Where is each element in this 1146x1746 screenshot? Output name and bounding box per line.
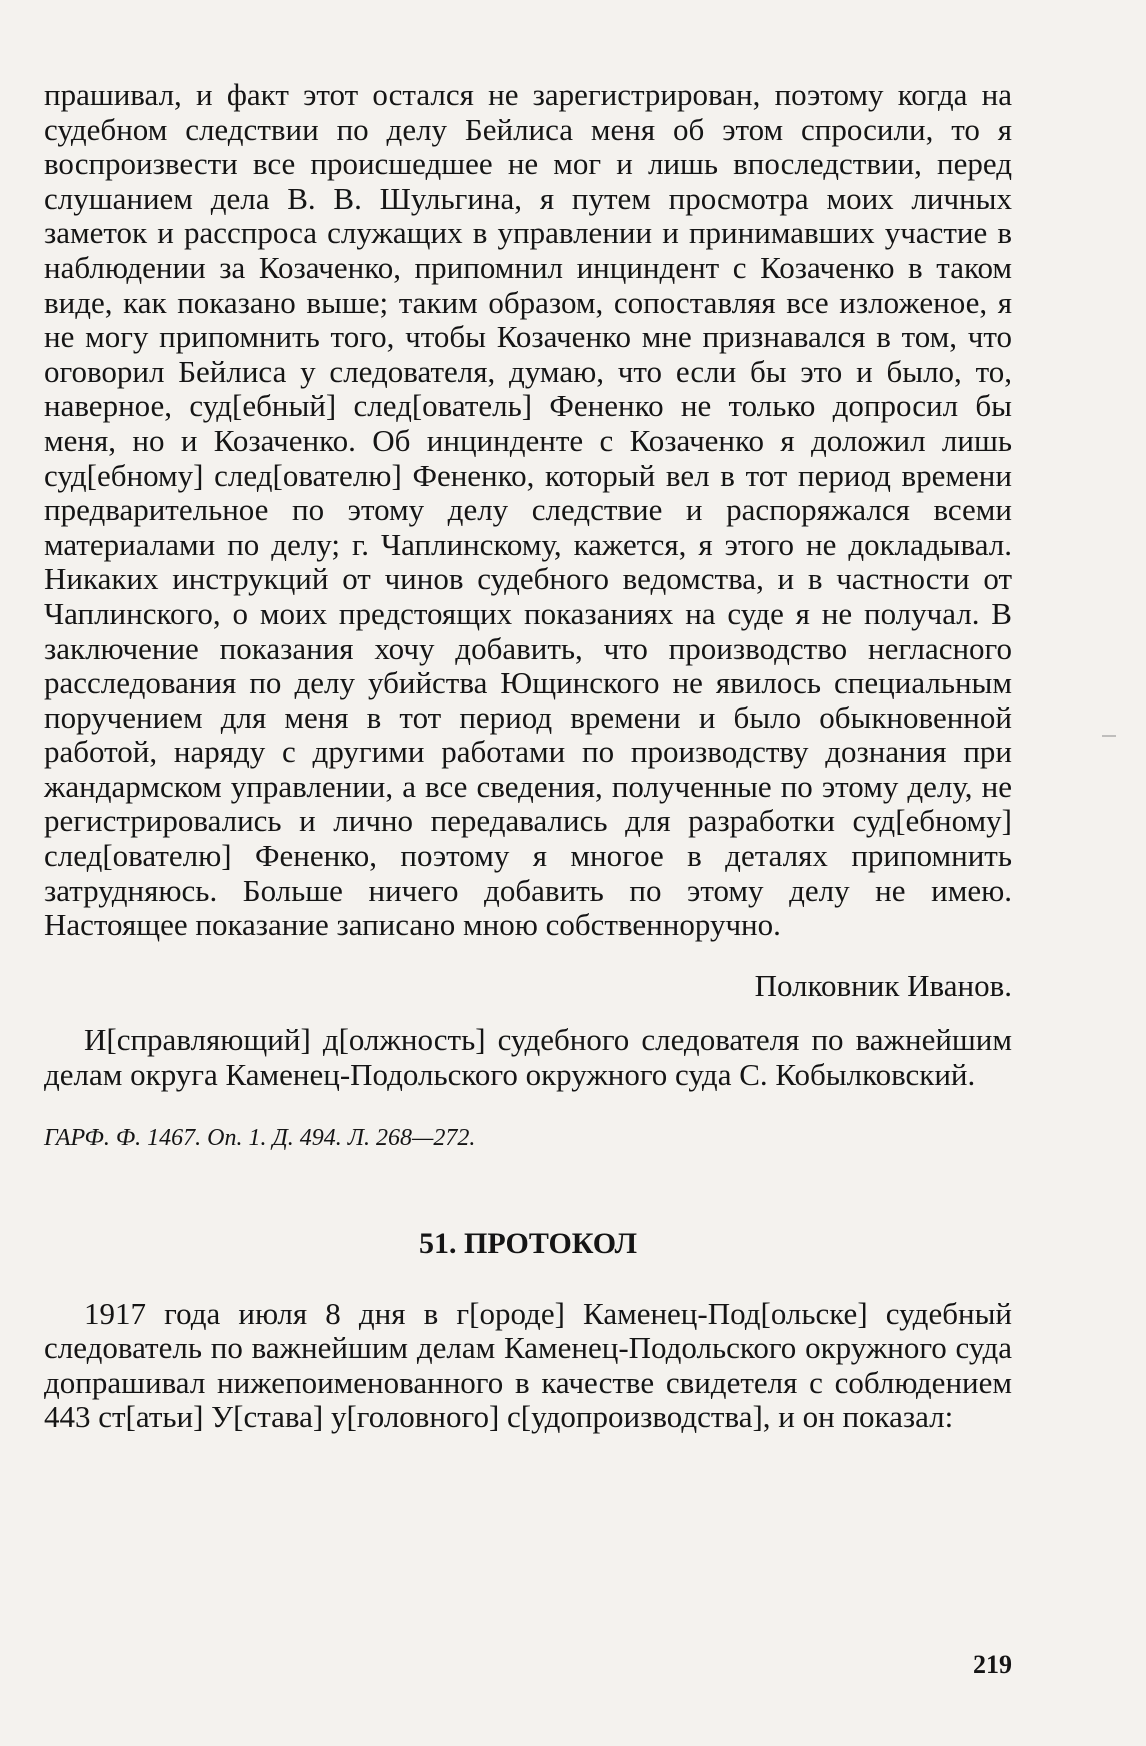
margin-mark: [1102, 735, 1116, 737]
page-number: 219: [973, 1650, 1012, 1679]
archive-reference: ГАРФ. Ф. 1467. Оп. 1. Д. 494. Л. 268—272.: [44, 1124, 476, 1151]
testimony-paragraph: прашивал, и факт этот остался не зарегистрирован, поэтому когда на судебном следствии по делу Бейлиса меня об этом спросили, то я воспроизвести все происшедшее не мог и лишь впоследствии, перед слушанием дела В. В. Шульгина, я путем просмотра моих личных заметок и расспроса служащих в управлении и принимавших участие в наблюдении за Козаченко, припомнил инциндент с Козаченко в таком виде, как показано выше; таким образом, сопоставляя все изложеное, я не могу припомнить того, чтобы Козаченко мне признавался в том, что оговорил Бейлиса у следователя, думаю, что если бы это и было, то, наверное, суд[ебный] след[ователь] Фененко не только допросил бы меня, но и Козаченко. Об инцинденте с Козаченко я доложил лишь суд[ебному] след[ователю] Фененко, который вел в тот период времени предварительное по этому делу следствие и распоряжался всеми материалами по делу; г. Чаплинскому, кажется, я этого не докладывал. Никаких инструкций от чинов судебного ведомства, и в частности от Чаплинского, о моих предстоящих показаниях на суде я не получал. В заключение показания хочу добавить, что производство негласного расследования по делу убийства Ющинского не явилось специальным поручением для меня в тот период времени и было обыкновенной работой, наряду с другими работами по производству дознания при жандармском управлении, а все сведения, полученные по этому делу, не регистрировались и лично передавались для разработки суд[ебному] след[ователю] Фененко, поэтому я многое в деталях припомнить затрудняюсь. Больше ничего добавить по этому делу не имею. Настоящее показание записано мною собственноручно.: [44, 77, 1012, 943]
section-title: 51. ПРОТОКОЛ: [419, 1226, 637, 1260]
signature-line: Полковник Иванов.: [754, 967, 1012, 1003]
protocol-intro-paragraph: 1917 года июля 8 дня в г[ороде] Каменец-Под[ольске] судебный следователь по важнейшим делам Каменец-Подольского окружного суда допрашивал нижепоименованного в качестве свидетеля с соблюдением 443 ст[атьи] У[става] у[головного] с[удопроизводства], и он показал:: [44, 1295, 1012, 1435]
document-page: [44, 78, 1012, 1435]
official-signature-block: И[справляющий] д[олжность] судебного следователя по важнейшим делам округа Каменец-Подольского окружного суда С. Кобылковский.: [44, 1022, 1012, 1093]
